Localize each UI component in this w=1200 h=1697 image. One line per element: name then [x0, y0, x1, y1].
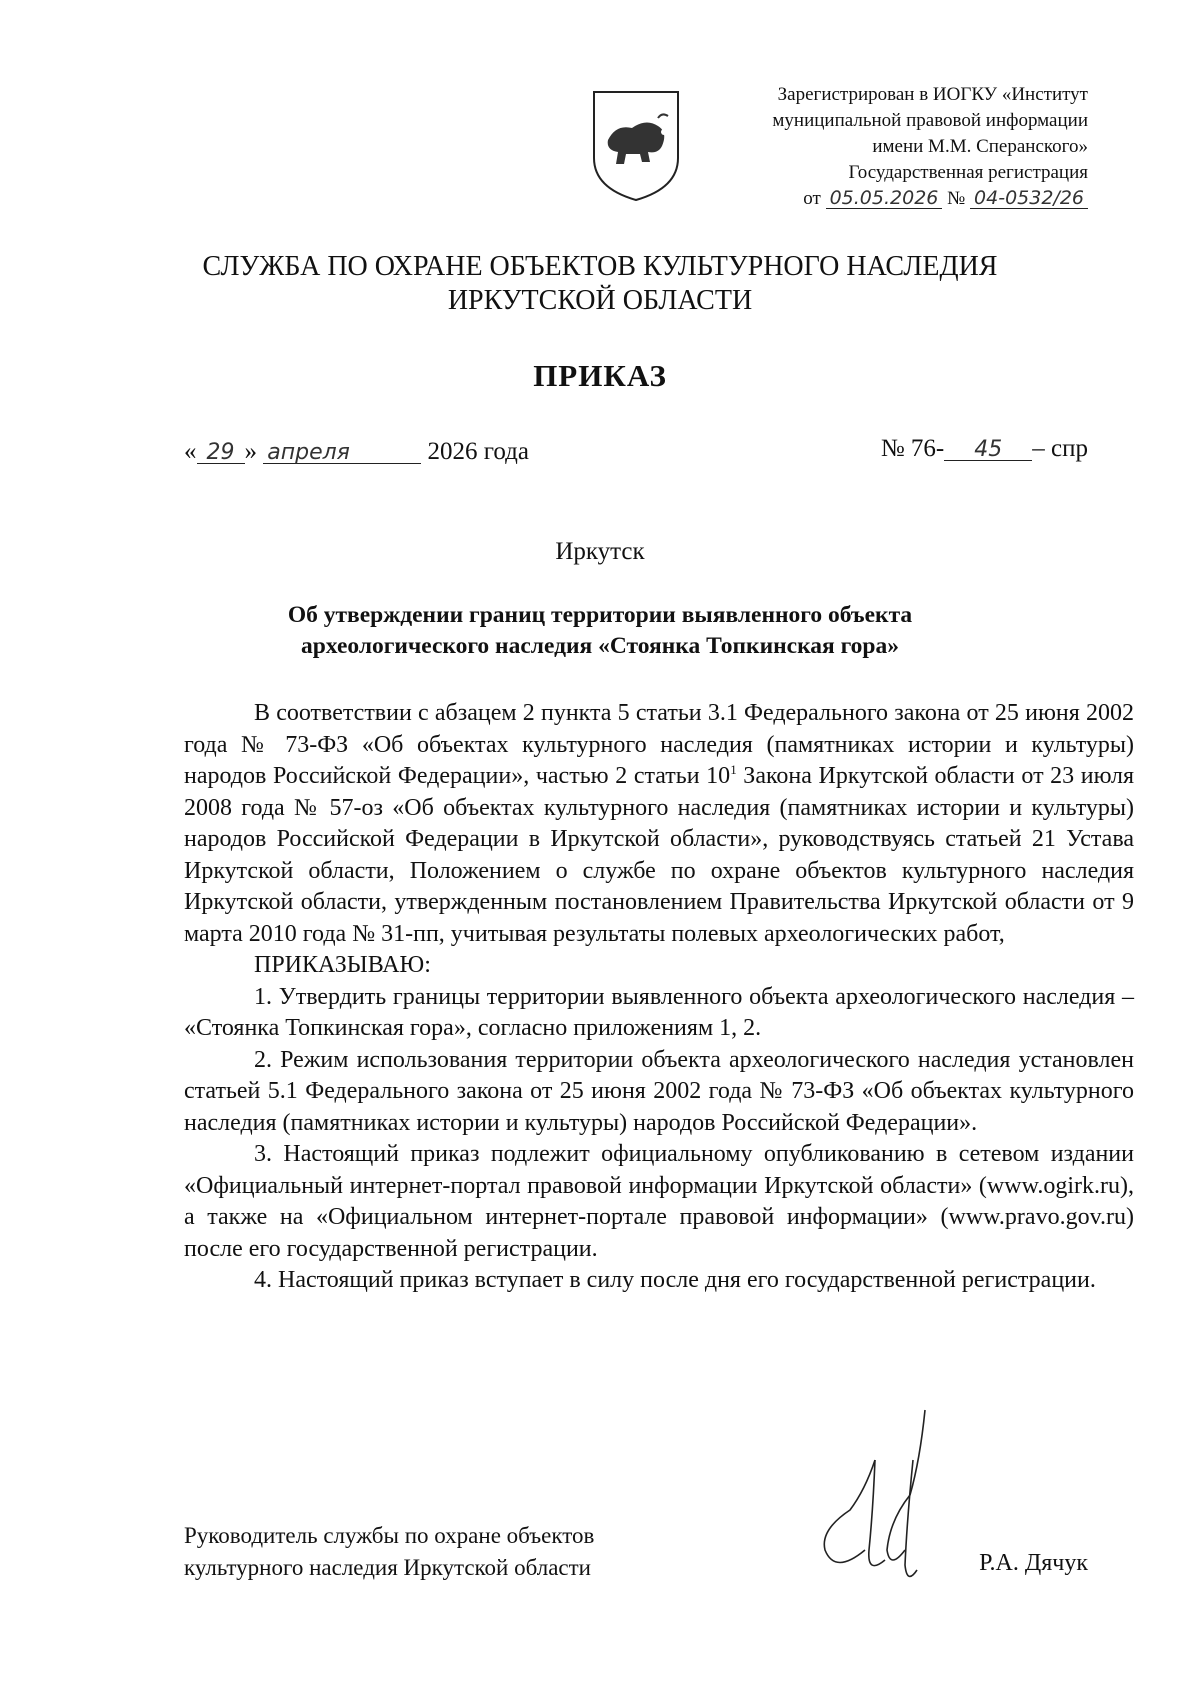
signatory-position	[184, 1520, 594, 1584]
order-subject	[0, 600, 1200, 662]
number-suffix: – спр	[1032, 435, 1088, 462]
order-item-4: 4. Настоящий приказ вступает в силу после дня его государственной регистрации.	[254, 1267, 1096, 1293]
date-year: 2026 года	[427, 438, 529, 465]
signature-icon	[795, 1400, 975, 1590]
agency-line-2: ИРКУТСКОЙ ОБЛАСТИ	[447, 285, 753, 316]
registration-number: 04-0532/26	[970, 188, 1088, 209]
order-body	[184, 698, 1134, 1297]
registration-date: 05.05.2026	[826, 188, 943, 209]
city: Иркутск	[555, 538, 645, 565]
order-number	[881, 435, 1088, 463]
preamble-superscript: 1	[730, 762, 737, 777]
document-title: ПРИКАЗ	[533, 358, 667, 393]
registration-line-4: Государственная регистрация	[848, 162, 1088, 183]
position-line-2: культурного наследия Иркутской области	[184, 1555, 591, 1580]
order-date	[184, 438, 529, 466]
date-day: 29	[197, 443, 245, 464]
position-line-1: Руководитель службы по охране объектов	[184, 1523, 595, 1548]
subject-line-2: археологического наследия «Стоянка Топкинская гора»	[300, 633, 900, 659]
order-item-2: 2. Режим использования территории объекта археологического наследия установлен статьей 5.1 Федерального закона от 25 июня 2002 года № 73-ФЗ «Об объектах культурного наследия (памятниках истории и культуры) народов Российской Федерации».	[184, 1046, 1134, 1136]
registration-number-label: №	[947, 188, 966, 209]
registration-line-2: муниципальной правовой информации	[772, 110, 1088, 131]
registration-stamp	[668, 82, 1088, 212]
order-word: ПРИКАЗЫВАЮ:	[254, 952, 431, 978]
signatory-name: Р.А. Дячук	[979, 1550, 1088, 1576]
number-handwritten: 45	[944, 440, 1032, 461]
registration-from-label: от	[803, 188, 821, 209]
order-item-3: 3. Настоящий приказ подлежит официальному опубликованию в сетевом издании «Официальный интернет-портал правовой информации Иркутской области» (www.ogirk.ru), а также на «Официальном интернет-портале правовой информации» (www.pravo.gov.ru) после его государственной регистрации.	[184, 1141, 1134, 1262]
subject-line-1: Об утверждении границ территории выявленного объекта	[287, 602, 913, 628]
preamble-paragraph	[184, 698, 1134, 950]
agency-line-1: СЛУЖБА ПО ОХРАНЕ ОБЪЕКТОВ КУЛЬТУРНОГО НАСЛЕДИЯ	[202, 251, 998, 282]
registration-line-1: Зарегистрирован в ИОГКУ «Институт	[777, 84, 1088, 105]
preamble-part-a: В соответствии с абзацем 2 пункта 5 статьи 3.1 Федерального закона от 25 июня 2002 года № 73-ФЗ «Об объектах культурного наследия (памятниках истории и культуры) народов Российской Федерации», частью 2 статьи 10	[184, 700, 1134, 789]
preamble-part-b: Закона Иркутской области от 23 июля 2008 года № 57-оз «Об объектах культурного наследия (памятниках истории и культуры) народов Российской Федерации в Иркутской области», руководствуясь статьей 21 Устава Иркутской области, Положением о службе по охране объектов культурного наследия Иркутской области, утвержденным постановлением Правительства Иркутской области от 9 марта 2010 года № 31-пп, учитывая результаты полевых археологических работ,	[184, 763, 1134, 947]
number-prefix: № 76-	[880, 435, 945, 462]
handwritten-signature	[795, 1400, 975, 1590]
date-open-quote: «	[184, 438, 197, 465]
date-close-quote: »	[244, 438, 257, 465]
agency-name	[0, 250, 1200, 318]
registration-date-number	[668, 186, 1088, 212]
registration-line-3: имени М.М. Сперанского»	[872, 136, 1088, 157]
date-month: апреля	[263, 443, 421, 464]
order-item-1: 1. Утвердить границы территории выявленного объекта археологического наследия – «Стоянка Топкинская гора», согласно приложениям 1, 2.	[184, 983, 1134, 1041]
